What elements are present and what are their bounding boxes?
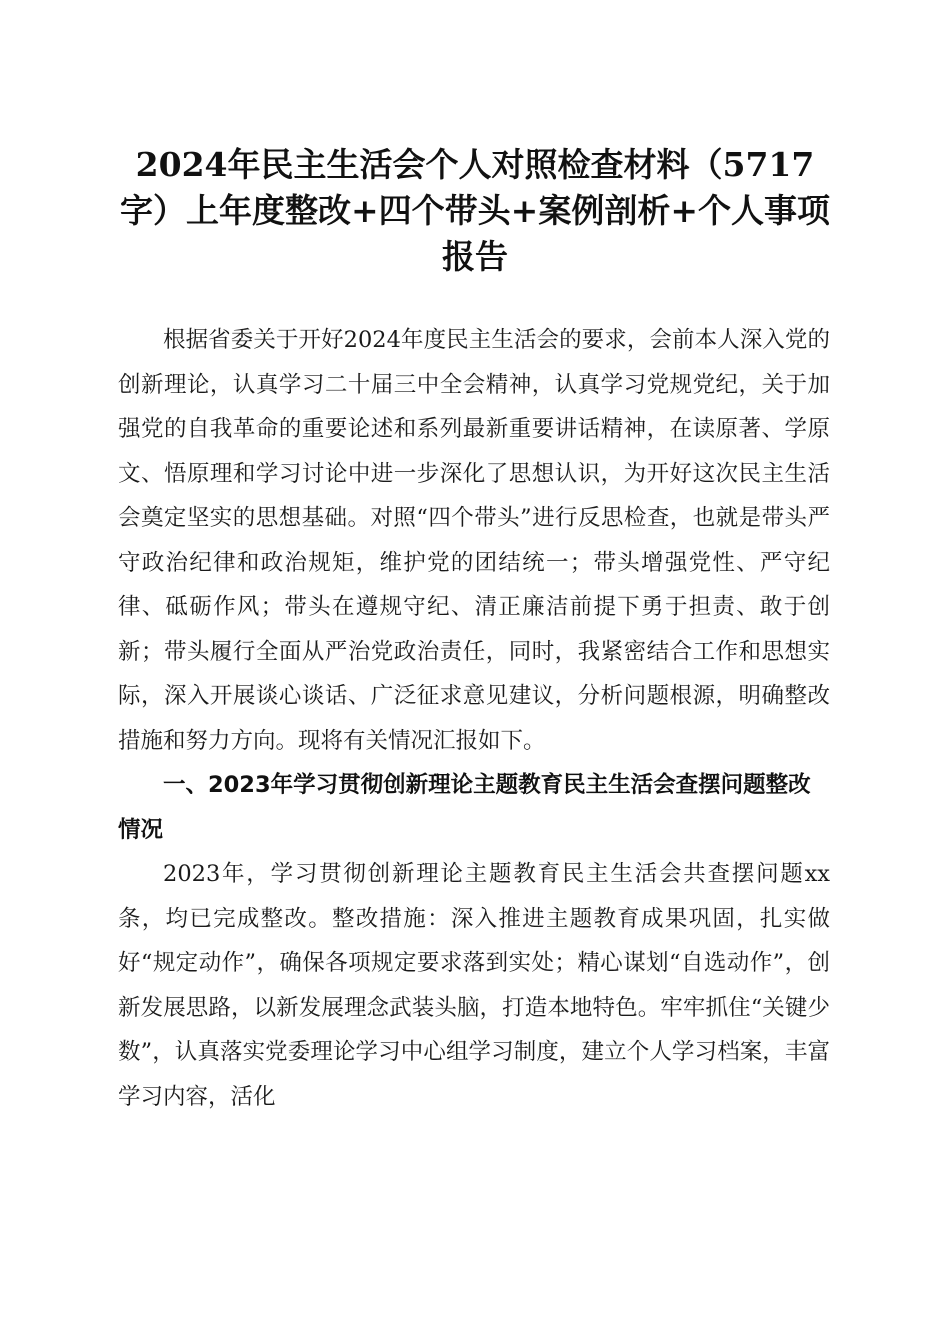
intro-paragraph: 根据省委关于开好2024年度民主生活会的要求，会前本人深入党的创新理论，认真学习二十届三中全会精神，认真学习党规党纪，关于加强党的自我革命的重要论述和系列最新重要讲话精神，在读原著、学原文、悟原理和学习讨论中进一步深化了思想认识，为开好这次民主生活会奠定坚实的思想基础。对照“四个带头”进行反思检查，也就是带头严守政治纪律和政治规矩，维护党的团结统一；带头增强党性、严守纪律、砥砺作风；带头在遵规守纪、清正廉洁前提下勇于担责、敢于创新；带头履行全面从严治党政治责任，同时，我紧密结合工作和思想实际，深入开展谈心谈话、广泛征求意见建议，分析问题根源，明确整改措施和努力方向。现将有关情况汇报如下。 — [118, 327, 830, 754]
document-title: 2024年民主生活会个人对照检查材料（5717字）上年度整改+四个带头+案例剖析+个人事项报告 — [120, 145, 830, 276]
section-1-paragraph: 2023年，学习贯彻创新理论主题教育民主生活会共查摆问题xx条，均已完成整改。整改措施：深入推进主题教育成果巩固，扎实做好“规定动作”，确保各项规定要求落到实处；精心谋划“自选动作”，创新发展思路，以新发展理念武装头脑，打造本地特色。牢牢抓住“关键少数”，认真落实党委理论学习中心组学习制度，建立个人学习档案，丰富学习内容，活化 — [118, 861, 830, 1110]
section-1-heading: 一、2023年学习贯彻创新理论主题教育民主生活会查摆问题整改情况 — [118, 772, 811, 843]
document-body — [118, 318, 830, 1119]
